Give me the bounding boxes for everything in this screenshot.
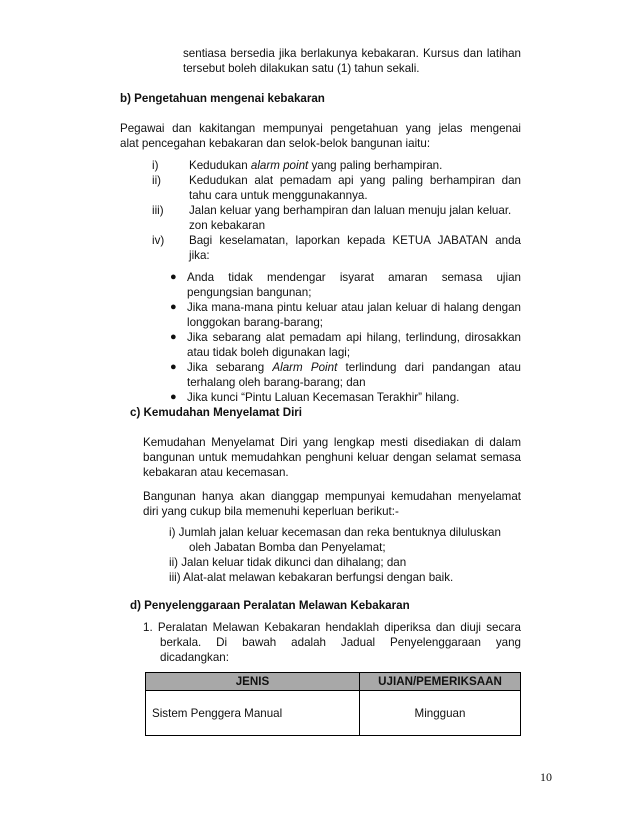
bullet-line — [187, 360, 521, 375]
section-b-para-line-1: Pegawai dan kakitangan mempunyai pengetahuan yang jelas mengenai — [120, 122, 521, 135]
bullet-item — [170, 330, 521, 360]
section-d-heading: d) Penyelenggaraan Peralatan Melawan Kebakaran — [130, 599, 410, 612]
list-item-line: Jalan keluar yang berhampiran dan laluan menuju jalan keluar. — [189, 204, 512, 217]
bullet-item — [170, 360, 522, 390]
list-item-line: zon kebakaran — [189, 219, 266, 232]
list-item — [189, 158, 442, 173]
list-item-emphasis: alarm point — [250, 159, 309, 172]
list-item-number: iv) — [152, 234, 165, 247]
section-b-para-line-2: alat pencegahan kebakaran dan selok-belok bangunan iaitu: — [120, 137, 431, 150]
page-number: 10 — [540, 770, 552, 784]
section-d-item1-line-1: 1. Peralatan Melawan Kebakaran hendaklah diperiksa dan diuji secara — [143, 621, 521, 634]
intro-line-2: tersebut boleh dilakukan satu (1) tahun sekali. — [183, 62, 420, 75]
section-c-para1-line-2: bangunan untuk memudahkan penghuni keluar dengan selamat semasa — [143, 451, 521, 464]
intro-line-1: sentiasa bersedia jika berlakunya kebakaran. Kursus dan latihan — [183, 47, 521, 60]
list-item-number: iii) — [152, 204, 164, 217]
section-b-heading: b) Pengetahuan mengenai kebakaran — [120, 92, 325, 105]
bullet-line: Jika mana-mana pintu keluar atau jalan keluar di halang dengan — [187, 301, 521, 314]
bullet-emphasis: Alarm Point — [272, 361, 338, 374]
section-c-para1-line-3: kebakaran atau kecemasan. — [143, 466, 289, 479]
bullet-text: Jika sebarang — [187, 361, 273, 374]
list-item-number: i) — [152, 159, 159, 172]
list-item-text: yang paling berhampiran. — [308, 159, 443, 172]
bullet-line: pengungsian bangunan; — [187, 286, 312, 299]
section-c-item-line: i) Jumlah jalan keluar kecemasan dan reka bentuknya diluluskan — [169, 526, 501, 539]
list-item-line: Bagi keselamatan, laporkan kepada KETUA JABATAN anda — [189, 234, 521, 247]
list-item-line: tahu cara untuk menggunakannya. — [189, 189, 368, 202]
section-d-item1-line-3: dicadangkan: — [160, 651, 229, 664]
section-c-para2-line-2: diri yang cukup bila memenuhi keperluan berikut:- — [143, 505, 399, 518]
list-item-text: Kedudukan — [189, 159, 251, 172]
bullet-line: longgokan barang-barang; — [187, 316, 324, 329]
bullet-line: terhalang oleh barang-barang; dan — [187, 376, 366, 389]
maintenance-table — [145, 672, 521, 736]
bullet-item — [170, 270, 521, 300]
list-item-number: ii) — [152, 174, 162, 187]
table-header-jenis: JENIS — [146, 673, 360, 691]
bullet-item — [170, 300, 521, 330]
bullet-text: terlindung dari pandangan atau — [337, 361, 522, 374]
table-cell-jenis: Sistem Penggera Manual — [146, 691, 360, 736]
section-c-item-line: oleh Jabatan Bomba dan Penyelamat; — [189, 541, 386, 554]
table-header-row — [146, 673, 521, 691]
bullet-item — [170, 390, 521, 405]
bullet-icon: ● — [170, 301, 177, 313]
section-d-item1-line-2: berkala. Di bawah adalah Jadual Penyelenggaraan yang — [160, 636, 521, 649]
bullet-icon: ● — [170, 331, 177, 343]
list-item-line: Kedudukan alat pemadam api yang paling berhampiran dan — [189, 174, 521, 187]
bullet-icon: ● — [170, 271, 177, 283]
section-c-para2-line-1: Bangunan hanya akan dianggap mempunyai kemudahan menyelamat — [143, 490, 521, 503]
table-cell-ujian: Mingguan — [360, 691, 521, 736]
bullet-line: Jika sebarang alat pemadam api hilang, terlindung, dirosakkan — [187, 331, 521, 344]
bullet-icon: ● — [170, 391, 177, 403]
section-c-para1-line-1: Kemudahan Menyelamat Diri yang lengkap mesti disediakan di dalam — [143, 436, 521, 449]
table-row — [146, 691, 521, 736]
section-c-item-line: ii) Jalan keluar tidak dikunci dan dihalang; dan — [169, 556, 407, 569]
bullet-line: Anda tidak mendengar isyarat amaran semasa ujian — [187, 271, 521, 284]
table-header-ujian: UJIAN/PEMERIKSAAN — [360, 673, 521, 691]
section-c-heading: c) Kemudahan Menyelamat Diri — [130, 406, 303, 419]
bullet-line: Jika kunci “Pintu Laluan Kecemasan Terakhir” hilang. — [187, 391, 460, 404]
list-item-line: jika: — [189, 249, 210, 262]
section-c-item-line: iii) Alat-alat melawan kebakaran berfungsi dengan baik. — [169, 571, 454, 584]
bullet-line: atau tidak boleh digunakan lagi; — [187, 346, 351, 359]
bullet-icon: ● — [170, 361, 177, 373]
